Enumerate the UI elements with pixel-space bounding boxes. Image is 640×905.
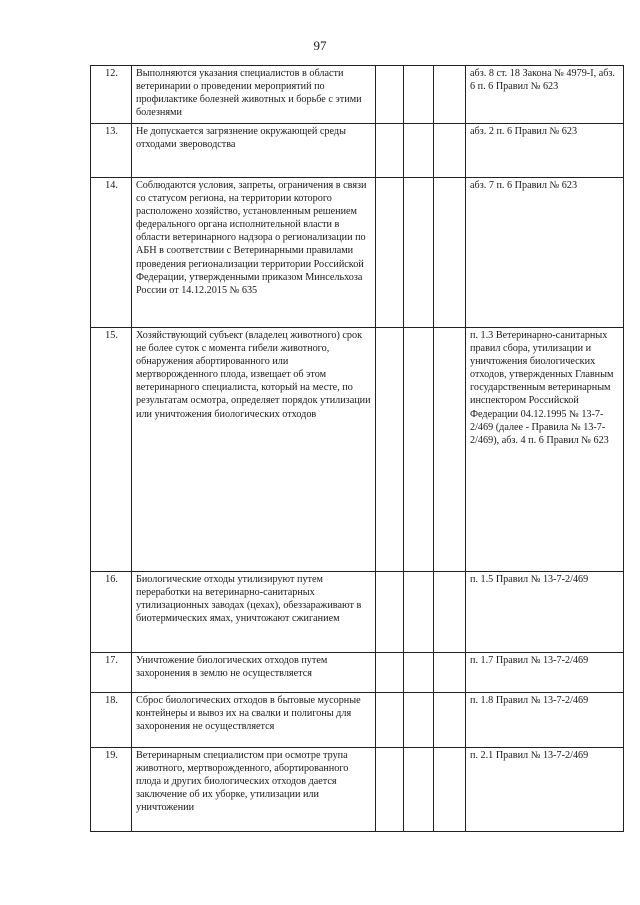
table-row	[91, 178, 624, 328]
row-number: 17.	[91, 653, 132, 693]
answer-cell-no	[404, 572, 434, 653]
requirement-text: Не допускается загрязнение окружающей среды отходами звероводства	[132, 124, 376, 178]
answer-cell-no	[404, 653, 434, 693]
answer-cell-na	[434, 66, 466, 124]
row-number: 16.	[91, 572, 132, 653]
requirement-text: Сброс биологических отходов в бытовые мусорные контейнеры и вывоз их на свалки и полигоны для захоронения не осуществляется	[132, 693, 376, 748]
requirement-text: Соблюдаются условия, запреты, ограничения в связи со статусом региона, на территории которого расположено хозяйство, установленным решением федерального органа исполнительной власти в области ветеринарного надзора о регионализации по АБН в соответствии с Ветеринарными правилами проведения регионализации территории Российской Федерации, утвержденными приказом Минсельхоза России от 14.12.2015 № 635	[132, 178, 376, 328]
answer-cell-na	[434, 572, 466, 653]
answer-cell-yes	[376, 693, 404, 748]
legal-reference: п. 1.8 Правил № 13-7-2/469	[466, 693, 624, 748]
answer-cell-no	[404, 178, 434, 328]
legal-reference: абз. 7 п. 6 Правил № 623	[466, 178, 624, 328]
legal-reference: п. 1.3 Ветеринарно-санитарных правил сбора, утилизации и уничтожения биологических отходов, утвержденных Главным государственным ветеринарным инспектором Российской Федерации 04.12.1995 № 13-7-2/469 (далее - Правила № 13-7-2/469), абз. 4 п. 6 Правил № 623	[466, 328, 624, 572]
legal-reference: абз. 2 п. 6 Правил № 623	[466, 124, 624, 178]
answer-cell-yes	[376, 748, 404, 832]
table-row	[91, 66, 624, 124]
table-row	[91, 572, 624, 653]
answer-cell-na	[434, 693, 466, 748]
answer-cell-na	[434, 653, 466, 693]
row-number: 13.	[91, 124, 132, 178]
answer-cell-no	[404, 66, 434, 124]
row-number: 14.	[91, 178, 132, 328]
answer-cell-no	[404, 748, 434, 832]
legal-reference: п. 2.1 Правил № 13-7-2/469	[466, 748, 624, 832]
legal-reference: абз. 8 ст. 18 Закона № 4979-I, абз. 6 п. 6 Правил № 623	[466, 66, 624, 124]
legal-reference: п. 1.7 Правил № 13-7-2/469	[466, 653, 624, 693]
row-number: 18.	[91, 693, 132, 748]
requirement-text: Уничтожение биологических отходов путем захоронения в землю не осуществляется	[132, 653, 376, 693]
answer-cell-yes	[376, 66, 404, 124]
answer-cell-na	[434, 124, 466, 178]
answer-cell-yes	[376, 328, 404, 572]
table-row	[91, 653, 624, 693]
table-row	[91, 693, 624, 748]
table-row	[91, 124, 624, 178]
answer-cell-yes	[376, 178, 404, 328]
answer-cell-no	[404, 328, 434, 572]
requirement-text: Выполняются указания специалистов в области ветеринарии о проведении мероприятий по профилактике болезней животных и борьбе с этими болезнями	[132, 66, 376, 124]
answer-cell-no	[404, 693, 434, 748]
row-number: 19.	[91, 748, 132, 832]
table-row	[91, 328, 624, 572]
answer-cell-na	[434, 178, 466, 328]
requirement-text: Ветеринарным специалистом при осмотре трупа животного, мертворожденного, абортированного плода и других биологических отходов дается заключение об их уборке, утилизации или уничтожении	[132, 748, 376, 832]
answer-cell-na	[434, 748, 466, 832]
requirement-text: Хозяйствующий субъект (владелец животного) срок не более суток с момента гибели животного, обнаружения абортированного или мертворожденного плода, извещает об этом ветеринарного специалиста, который на месте, по результатам осмотра, определяет порядок утилизации или уничтожения биологических отходов	[132, 328, 376, 572]
answer-cell-yes	[376, 124, 404, 178]
answer-cell-no	[404, 124, 434, 178]
row-number: 15.	[91, 328, 132, 572]
requirement-text: Биологические отходы утилизируют путем переработки на ветеринарно-санитарных утилизационных заводах (цехах), обеззараживают в биотермических ямах, уничтожают сжиганием	[132, 572, 376, 653]
legal-reference: п. 1.5 Правил № 13-7-2/469	[466, 572, 624, 653]
requirements-table	[90, 65, 624, 832]
table-row	[91, 748, 624, 832]
row-number: 12.	[91, 66, 132, 124]
answer-cell-yes	[376, 572, 404, 653]
answer-cell-yes	[376, 653, 404, 693]
page-number: 97	[313, 38, 327, 53]
answer-cell-na	[434, 328, 466, 572]
